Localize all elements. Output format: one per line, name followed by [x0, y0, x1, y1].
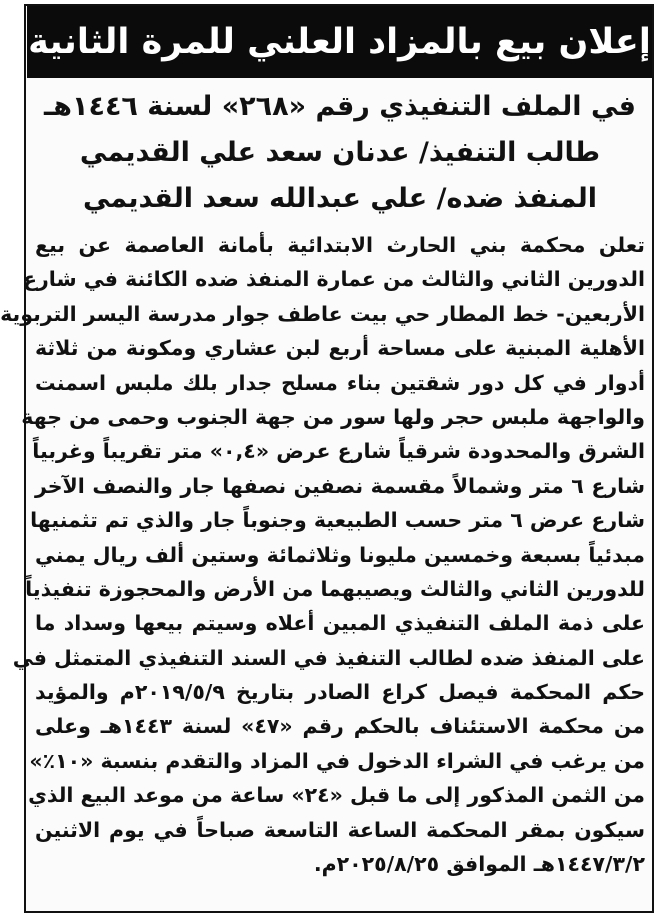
body-line: من الثمن المذكور إلى ما قبل «٢٤» ساعة من موعد البيع الذي: [28, 783, 645, 808]
body-line: الشرق والمحدودة شرقياً شارع عرض «٠,٤» متر تقريباً وغربياً: [32, 439, 645, 464]
body-line: على المنفذ ضده لطالب التنفيذ في السند التنفيذي المتمثل في: [12, 645, 645, 670]
body-line: للدورين الثاني والثالث ويصيبهما من الأرض والمحجوزة تنفيذياً: [25, 576, 645, 601]
notice-body: [0, 228, 646, 881]
body-line: على ذمة الملف التنفيذي المبين أعلاه وسيتم بيعها وسداد ما: [35, 611, 645, 636]
body-line: الدورين الثاني والثالث من عمارة المنفذ ضده الكائنة في شارع: [23, 267, 645, 292]
body-line: الأربعين- خط المطار حي بيت عاطف جوار مدرسة اليسر التربوية: [0, 301, 645, 326]
notice-title: إعلان بيع بالمزاد العلني للمرة الثانية: [28, 22, 651, 62]
body-line: أدوار في كل دور شقتين بناء مسلح جدار بلك ملبس اسمنت: [35, 370, 645, 395]
body-line: الأهلية المبنية على مساحة أربع لبن عشاري ومكونة من ثلاثة: [35, 336, 645, 361]
body-line: مبدئياً بسبعة وخمسين مليونا وثلاثمائة وستين ألف ريال يمني: [35, 542, 645, 567]
body-line: شارع عرض ٦ متر حسب الطبيعية وجنوباً جار والذي تم تثمنيها: [30, 508, 645, 533]
case-file-number: في الملف التنفيذي رقم «٢٦٨» لسنة ١٤٤٦هـ: [44, 91, 636, 122]
body-line: حكم المحكمة فيصل كراع الصادر بتاريخ ٢٠١٩/٥/٩م والمؤيد: [35, 680, 646, 705]
body-line: تعلن محكمة بني الحارث الابتدائية بأمانة العاصمة عن بيع: [35, 233, 645, 257]
notice-title-banner: [27, 6, 652, 78]
body-line: شارع ٦ متر وشمالاً مقسمة نصفين نصفها جار والنصف الآخر: [35, 473, 646, 498]
execution-debtor: المنفذ ضده/ علي عبدالله سعد القديمي: [82, 183, 598, 214]
body-line: من يرغب في الشراء الدخول في المزاد والتقدم بنسبة «١٠٪»: [29, 748, 645, 773]
body-line-date: ١٤٤٧/٣/٢هـ الموافق ٢٠٢٥/٨/٢٥م.: [313, 852, 645, 877]
body-line: من محكمة الاستئناف بالحكم رقم «٤٧» لسنة ١٤٤٣هـ وعلى: [35, 714, 645, 739]
body-line: والواجهة ملبس حجر ولها سور من جهة الجنوب وحمى من جهة: [21, 404, 645, 429]
case-headings: [30, 84, 650, 222]
body-line: سيكون بمقر المحكمة الساعة التاسعة صباحاً في يوم الاثنين: [35, 817, 645, 842]
execution-claimant: طالب التنفيذ/ عدنان سعد علي القديمي: [79, 137, 601, 168]
